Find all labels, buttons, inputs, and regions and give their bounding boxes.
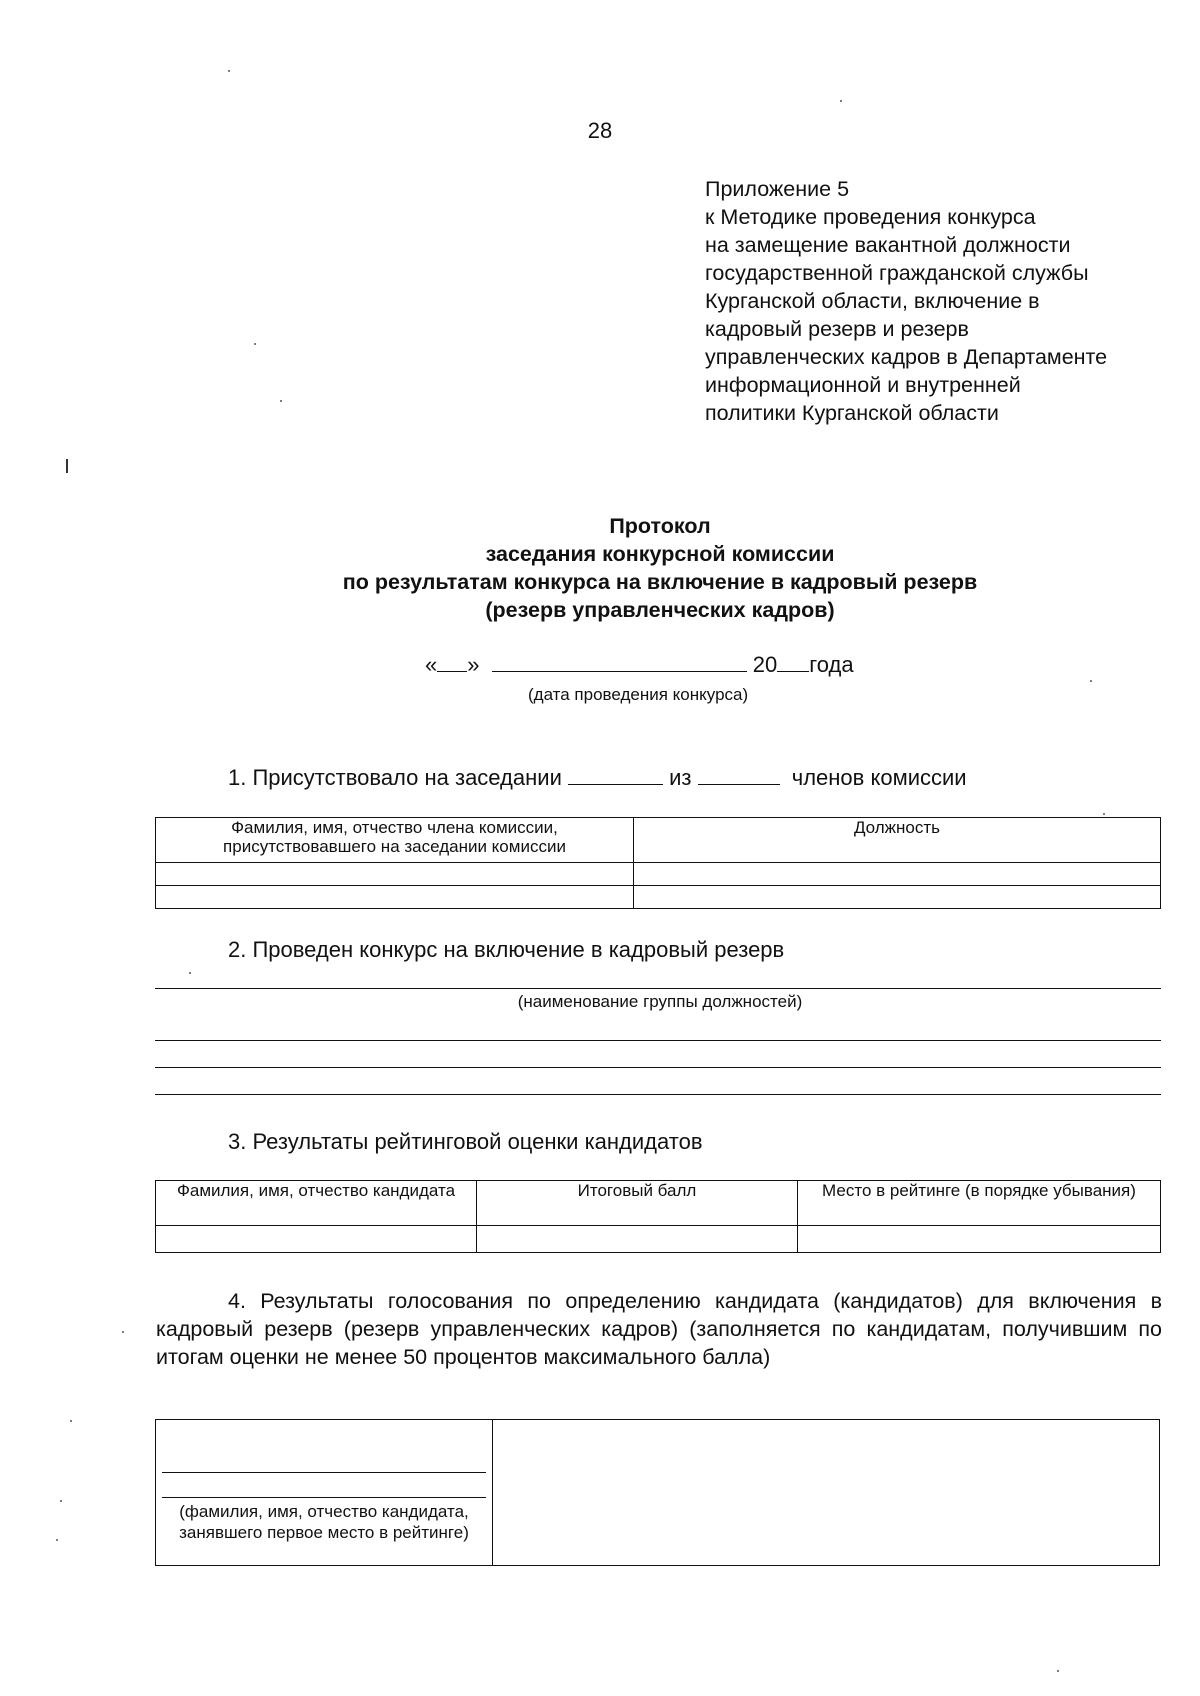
scan-speck xyxy=(122,1331,124,1333)
voting-table-left-cell xyxy=(155,1419,493,1566)
section1-text-before: 1. Присутствовало на заседании xyxy=(228,765,562,790)
commission-members-table xyxy=(155,817,1161,909)
document-title xyxy=(0,512,1200,624)
scan-speck xyxy=(254,343,256,345)
year-blank[interactable] xyxy=(777,651,809,672)
date-line xyxy=(425,651,854,678)
scan-mark xyxy=(66,459,68,473)
scan-speck xyxy=(56,1539,58,1541)
appendix-line: политики Курганской области xyxy=(705,401,999,425)
close-quote: » xyxy=(467,652,480,677)
position-group-line[interactable] xyxy=(155,988,1161,989)
candidate-caption: (фамилия, имя, отчество кандидата, занявшего первое место в рейтинге) xyxy=(179,1502,469,1542)
voting-table-right-cell[interactable] xyxy=(491,1419,1160,1566)
scan-speck xyxy=(280,400,282,402)
title-line: (резерв управленческих кадров) xyxy=(485,598,835,622)
title-line: по результатам конкурса на включение в кадровый резерв xyxy=(342,570,978,594)
scan-speck xyxy=(1090,680,1092,682)
table-cell[interactable] xyxy=(156,1226,477,1253)
section1-heading xyxy=(228,764,967,791)
candidate-name-line[interactable] xyxy=(162,1472,486,1473)
scan-speck xyxy=(1103,813,1105,815)
table-header-name: Фамилия, имя, отчество члена комиссии, присутствовавшего на заседании комиссии xyxy=(156,818,634,863)
table-header-rank: Место в рейтинге (в порядке убывания) xyxy=(798,1181,1161,1226)
table-cell[interactable] xyxy=(634,886,1161,909)
fill-line[interactable] xyxy=(155,1067,1161,1068)
table-cell[interactable] xyxy=(156,863,634,886)
open-quote: « xyxy=(425,652,438,677)
section1-text-middle: из xyxy=(669,765,692,790)
section1-text-after: членов комиссии xyxy=(791,765,967,790)
scan-speck xyxy=(1057,1670,1059,1672)
appendix-line: государственной гражданской службы xyxy=(705,261,1089,285)
position-group-caption: (наименование группы должностей) xyxy=(517,992,803,1011)
title-line: Протокол xyxy=(609,514,711,538)
scan-speck xyxy=(60,1500,62,1502)
table-cell[interactable] xyxy=(156,886,634,909)
date-caption: (дата проведения конкурса) xyxy=(528,685,749,704)
appendix-line: Курганской области, включение в xyxy=(705,289,1040,313)
scan-speck xyxy=(840,100,842,102)
rating-results-table xyxy=(155,1180,1161,1253)
appendix-line: к Методике проведения конкурса xyxy=(705,205,1036,229)
fill-line[interactable] xyxy=(155,1094,1161,1095)
table-cell[interactable] xyxy=(477,1226,798,1253)
scan-speck xyxy=(228,70,230,72)
table-cell[interactable] xyxy=(798,1226,1161,1253)
table-header-score: Итоговый балл xyxy=(477,1181,798,1226)
candidate-name-line[interactable] xyxy=(162,1497,486,1498)
page-number: 28 xyxy=(587,118,613,143)
title-line: заседания конкурсной комиссии xyxy=(485,542,835,566)
present-count-blank[interactable] xyxy=(568,764,663,785)
year-suffix: года xyxy=(809,652,854,677)
fill-line[interactable] xyxy=(155,1040,1161,1041)
total-count-blank[interactable] xyxy=(698,764,780,785)
scan-speck xyxy=(189,972,191,974)
scan-speck xyxy=(70,1420,72,1422)
table-cell[interactable] xyxy=(634,863,1161,886)
appendix-line: управленческих кадров в Департаменте xyxy=(705,345,1108,369)
day-blank[interactable] xyxy=(437,651,467,672)
appendix-line: кадровый резерв и резерв xyxy=(705,317,969,341)
table-header-position: Должность xyxy=(634,818,1161,863)
section3-heading: 3. Результаты рейтинговой оценки кандидатов xyxy=(228,1129,703,1154)
table-header-candidate: Фамилия, имя, отчество кандидата xyxy=(156,1181,477,1226)
section4-text: 4. Результаты голосования по определению кандидата (кандидатов) для включения в кадровый резерв (резерв управленческих кадров) (заполняется по кандидатам, получившим по итогам оценки не менее 50 процентов максимального балла) xyxy=(156,1289,1162,1369)
section4-paragraph xyxy=(156,1287,1162,1371)
appendix-line: информационной и внутренней xyxy=(705,373,1021,397)
year-prefix: 20 xyxy=(752,652,778,677)
section2-heading: 2. Проведен конкурс на включение в кадровый резерв xyxy=(228,937,785,962)
appendix-reference xyxy=(705,175,1107,427)
appendix-line: на замещение вакантной должности xyxy=(705,233,1071,257)
appendix-line: Приложение 5 xyxy=(705,177,850,201)
month-blank[interactable] xyxy=(492,651,747,672)
